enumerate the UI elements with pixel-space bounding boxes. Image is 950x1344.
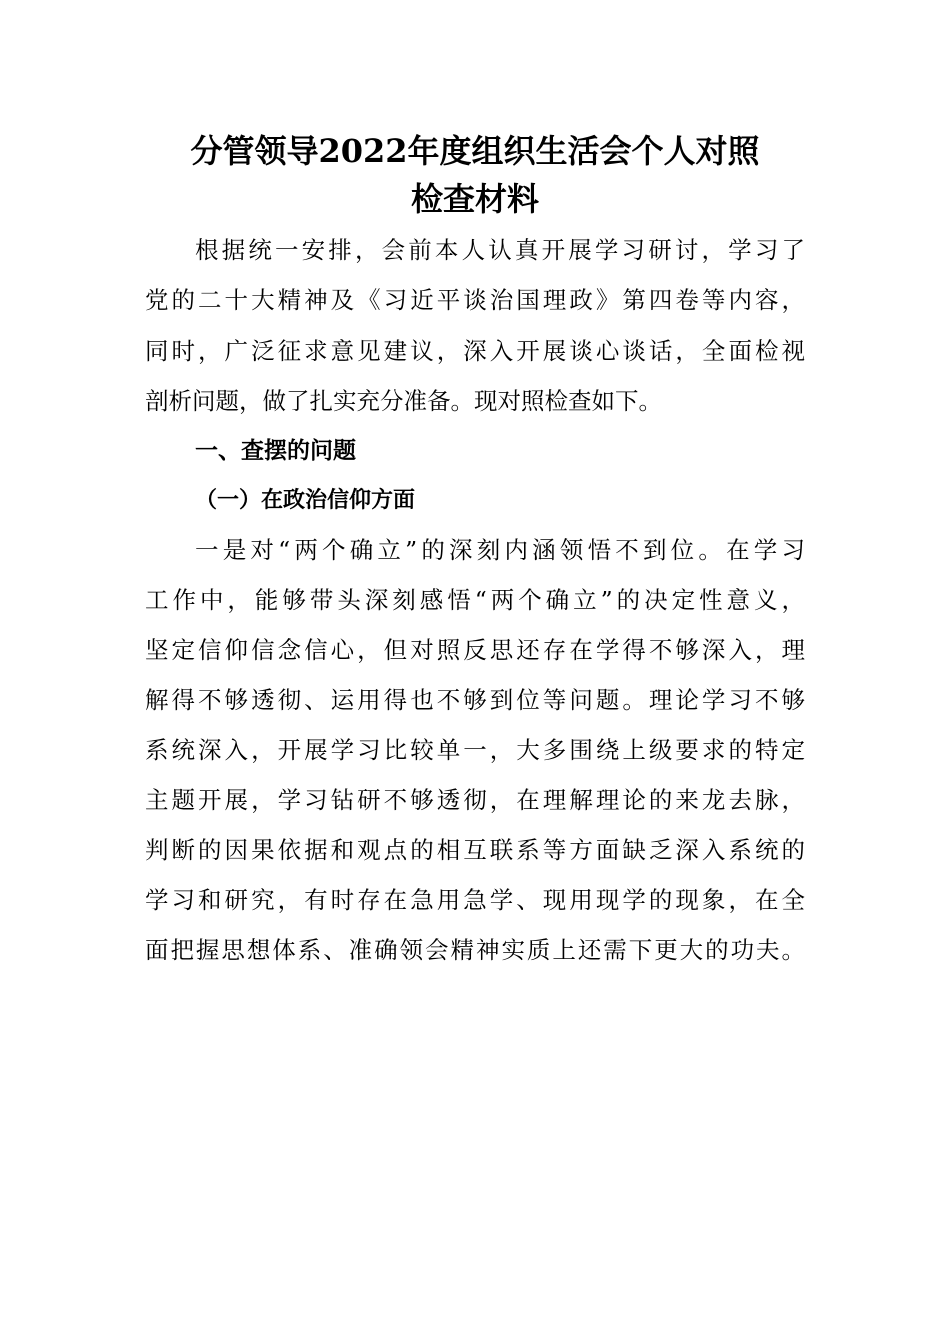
body-paragraph-line: 一是对“两个确立”的深刻内涵领悟不到位。在学习 [195,536,805,564]
intro-paragraph-line: 根据统一安排，会前本人认真开展学习研讨，学习了 [195,236,805,264]
body-paragraph-line: 判断的因果依据和观点的相互联系等方面缺乏深入系统的 [145,836,805,864]
document-title-line2: 检查材料 [410,180,539,218]
intro-paragraph-line: 党的二十大精神及《习近平谈治国理政》第四卷等内容， [145,286,805,314]
body-paragraph-line: 主题开展，学习钻研不够透彻，在理解理论的来龙去脉， [145,786,805,814]
intro-paragraph-line: 同时，广泛征求意见建议，深入开展谈心谈话，全面检视 [145,337,805,365]
subsection-heading: （一）在政治信仰方面 [195,487,416,513]
body-paragraph-line: 面把握思想体系、准确领会精神实质上还需下更大的功夫。 [145,936,805,964]
intro-paragraph-line: 剖析问题，做了扎实充分准备。现对照检查如下。 [145,387,662,415]
body-paragraph-line: 工作中，能够带头深刻感悟“两个确立”的决定性意义， [145,586,805,614]
document-title-line1: 分管领导2022年度组织生活会个人对照 [190,132,760,170]
section-heading: 一、查摆的问题 [195,438,356,464]
body-paragraph-line: 系统深入，开展学习比较单一，大多围绕上级要求的特定 [145,736,805,764]
body-paragraph-line: 学习和研究，有时存在急用急学、现用现学的现象，在全 [145,886,805,914]
body-paragraph-line: 解得不够透彻、运用得也不够到位等问题。理论学习不够 [145,686,805,714]
body-paragraph-line: 坚定信仰信念信心，但对照反思还存在学得不够深入，理 [145,636,805,664]
